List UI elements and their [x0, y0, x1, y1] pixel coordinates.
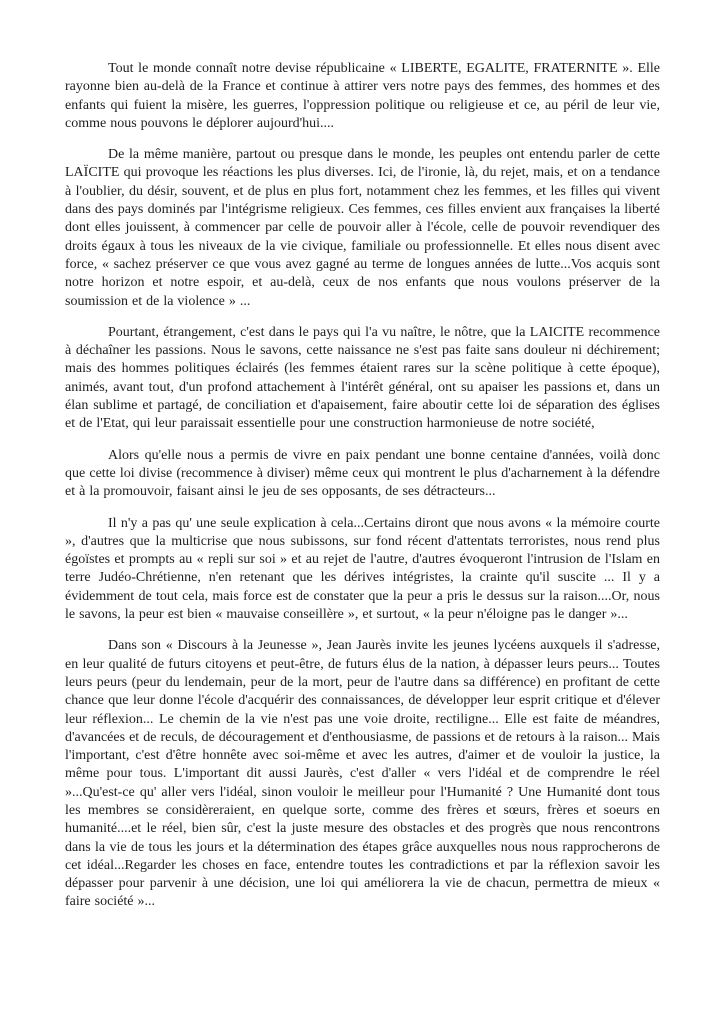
document-body — [65, 60, 660, 925]
paragraph: Il n'y a pas qu' une seule explication à cela...Certains diront que nous avons « la mémoire courte », d'autres que la multicrise que nous subissons, sur fond récent d'attentats terroristes, nous rend plus égoïstes et prompts au « repli sur soi » et au rejet de l'autre, d'autres évoqueront l'intrusion de l'Islam en terre Judéo-Chrétienne, n'en retenant que les dérives intégristes, la crainte qu'il suscite ... Il y a évidemment de tout cela, mais force est de constater que la peur a pris le dessus sur la raison....Or, nous le savons, la peur est bien « mauvaise conseillère », et surtout, « la peur n'éloigne pas le danger »... — [65, 515, 660, 623]
paragraph: Tout le monde connaît notre devise républicaine « LIBERTE, EGALITE, FRATERNITE ». Elle rayonne bien au-delà de la France et continue à attirer vers notre pays des femmes, des hommes et des enfants qui fuient la misère, les guerres, l'oppression politique ou religieuse et ce, au péril de leur vie, comme nous pouvons le déplorer aujourd'hui.... — [65, 61, 660, 131]
paragraph: Dans son « Discours à la Jeunesse », Jean Jaurès invite les jeunes lycéens auxquels il s'adresse, en leur qualité de futurs citoyens et peut-être, de futurs élus de la nation, à dépasser leurs peurs... Toutes leurs peurs (peur du lendemain, peur de la mort, peur de l'autre dans sa différence) en profitant de cette chance que leur donne l'école d'acquérir des connaissances, de développer leur esprit critique et d'élever leur réflexion... Le chemin de la vie n'est pas une voie droite, rectiligne... Elle est faite de méandres, d'avancées et de reculs, de découragement et d'enthousiasme, de passions et de retours à la raison... Mais l'important, c'est d'être honnête avec soi-même et avec les autres, d'aimer et de vouloir la justice, la même pour tous. L'important dit aussi Jaurès, c'est d'aller « vers l'idéal et de comprendre le réel »...Qu'est-ce qu' aller vers l'idéal, sinon vouloir le meilleur pour l'Humanité ? Une Humanité dont tous les membres se considèreraient, en quelque sorte, comme des frères et sœurs, frères et soeurs en humanité....et le réel, bien sûr, c'est la juste mesure des obstacles et des progrès que nous rencontrons dans la vie de tous les jours et la détermination des étapes grâce auxquelles nous nous rapprocherons de cet idéal...Regarder les choses en face, entendre toutes les contradictions et par la réflexion savoir les dépasser pour parvenir à une décision, une loi qui améliorera la vie de chacun, permettra de mieux « faire société »... — [65, 638, 660, 910]
paragraph: Alors qu'elle nous a permis de vivre en paix pendant une bonne centaine d'années, voilà donc que cette loi divise (recommence à diviser) même ceux qui montrent le plus d'acharnement à la défendre et à la promouvoir, faisant ainsi le jeu de ses opposants, de ses détracteurs... — [65, 447, 660, 500]
paragraph: De la même manière, partout ou presque dans le monde, les peuples ont entendu parler de cette LAÏCITE qui provoque les réactions les plus diverses. Ici, de l'ironie, là, du rejet, mais, et on a tendance à l'oublier, du désir, souvent, et de plus en plus fort, notamment chez les femmes, et les filles qui vivent dans des pays dominés par l'intégrisme religieux. Ces femmes, ces filles envient aux françaises la liberté dont elles jouissent, à commencer par celle de pouvoir aller à l'école, celle de pouvoir revendiquer des droits égaux à tous les niveaux de la vie civique, familiale ou professionnelle. Et elles nous disent avec force, « sachez préserver ce que vous avez gagné au terme de longues années de lutte...Vos acquis sont notre horizon et notre espoir, et au-delà, ceux de nos enfants que nous voulons préserver de la soumission et de la violence » ... — [65, 147, 660, 309]
paragraph: Pourtant, étrangement, c'est dans le pays qui l'a vu naître, le nôtre, que la LAICITE recommence à déchaîner les passions. Nous le savons, cette naissance ne s'est pas faite sans douleur ni déchirement; mais des hommes politiques éclairés (les femmes étaient rares sur la scène politique à cette époque), animés, avant tout, d'un profond attachement à l'intérêt général, ont su apaiser les passions et, dans un élan sublime et partagé, de conciliation et d'apaisement, faire aboutir cette loi de séparation des églises et de l'Etat, qui leur paraissait essentielle pour une construction harmonieuse de notre société, — [65, 324, 660, 432]
